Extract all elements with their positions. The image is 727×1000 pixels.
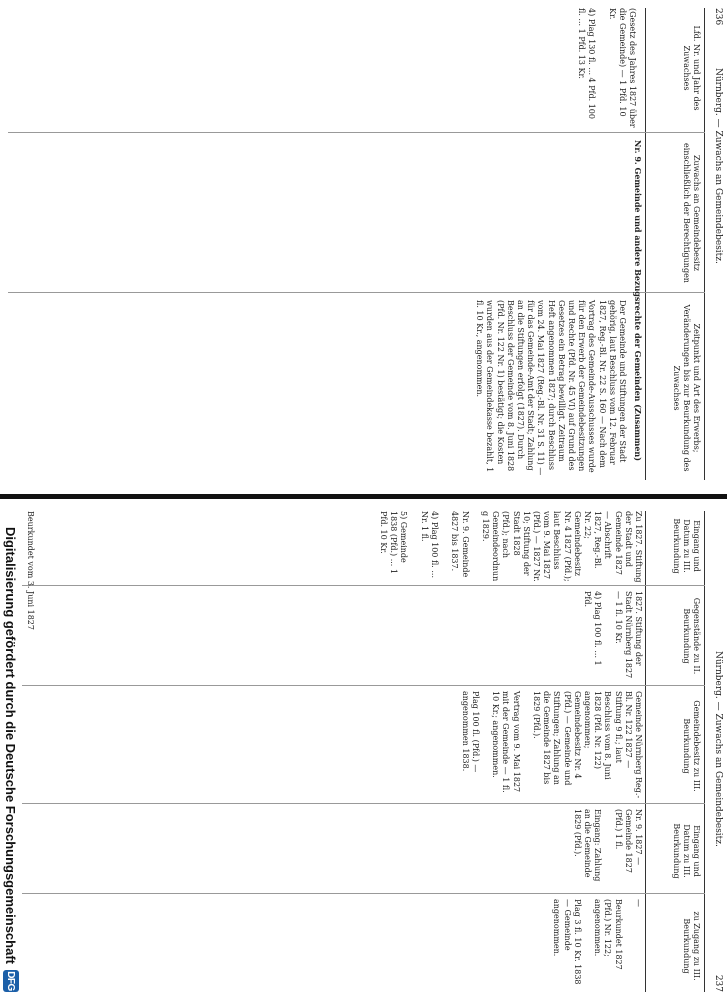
page-gutter — [0, 494, 727, 499]
right-col-1-text: Zu 1827. Stiftung der Stadt und Gemeinde 1827 — Abschrift 1827, Reg.-Bl. Nr. 22; Gemeindebesitz Nr. 4 1827 (Pfd.); laut Beschluss vom 9. Mai 1827 (Pfd.) — 1827 Nr. 10; Stiftung der Stadt 1828 (Pfd.); nach Gemeindeordnung 1829. Nr. 9. Gemeinde 4827 bis 1837. 4) Plag 100 fl. ... Nr. 1 fl. 5) Gemeinde 1838 (Pfd.) ... 1 Pfd. 10 Kr. — [378, 511, 643, 583]
left-column-rule — [8, 292, 705, 293]
right-col-4-text: Nr. 9. 1827 — Gemeinde 1827 (Pfd.) 1 fl. Eingang: Zahlung an die Gemeinde 1829 (Pfd.). — [572, 809, 643, 882]
right-col-header-3: Gemeindebesitz zu III. Beurkundung — [682, 700, 701, 792]
right-column-rule — [8, 893, 705, 894]
left-running-head — [709, 8, 723, 480]
digitization-notice: Digitalisierung gefördert durch die Deutsche Forschungsgemeinschaft — [3, 526, 19, 964]
right-running-title: Nürnberg. — Zuwachs an Gemeindebesitz. — [713, 651, 723, 847]
left-column-rule — [8, 132, 705, 133]
right-col-header-5: zu Zugang zu III. Beurkundung — [682, 911, 701, 981]
right-col-3-text: Gemeinde Nürnberg Reg.-Bl. Nr. 122 1827 — Stiftung 9 fl.; laut Beschluss vom 8. Juni 1828 (Pfd. Nr. 122) angenommen; Gemeindebesitz Nr. 4 (Pfd.) — Gemeinde und Stiftungen; Zahlung an die Gemeinde 1827 bis 1829 (Pfd.). Vertrag vom 9. Mai 1827 mit der Gemeinde — 1 fl. 10 Kr.; angenommen. Plag 100 fl. (Pfd.) — angenommen 1838. — [460, 691, 643, 799]
right-running-head — [709, 511, 723, 992]
left-section-heading: Nr. 9. Gemeinde und andere Bezugsrechte der Gemeinden (Zusammen) — [633, 140, 643, 462]
right-column-rule — [8, 685, 705, 686]
left-col-header-2: Zuwachs an Gemeindebesitz einschließlich der Berechtigungen — [682, 143, 701, 283]
right-column-rule — [8, 585, 705, 586]
left-running-title: Nürnberg. — Zuwachs an Gemeindebesitz. — [713, 68, 723, 264]
right-page-number: 237 — [713, 974, 723, 992]
left-body-text: Der Gemeinde und Stiftungen der Stadt gehörig, laut Beschluss vom 12. Februar 1827, Reg.-Bl. Nr. 22 S. 160 — Nach dem Vortrag des Gemeinde-Ausschusses wurde für den Erwerb der Gemeindebesitzungen und Rechte (Pfd. Nr. 45 VI) auf Grund des Gesetzes ein Betrag bewilligt. Zeitraum Heft angenommen 1827; durch Beschluss vom 24. Mai 1827 (Reg.-Bl. Nr. 31 S. 11) — für das Gemeinde-Amt der Stadt; Zahlung an die Stiftungen erfolgt (1827). Durch Beschluss der Gemeinde vom 8. Juni 1828 (Pfd. Nr. 122 Nr. 1) bestätigt; die Kosten wurden aus der Gemeindekasse bezahlt, 1 fl. 10 Kr., angenommen. — [475, 300, 627, 478]
left-book-page — [0, 0, 727, 488]
right-table-header — [645, 511, 705, 992]
left-page-number: 236 — [713, 8, 723, 26]
dfg-logo: DFG — [3, 970, 19, 992]
left-col-header-3: Zeitpunkt und Art des Erwerbs; Veränderungen bis zur Beurkundung des Zuwachses — [672, 304, 701, 472]
right-column-rule — [8, 803, 705, 804]
digitization-banner — [0, 503, 22, 1000]
left-col-header-1: Lfd. Nr. und Jahr des Zuwachses — [682, 25, 701, 111]
right-book-page — [0, 503, 727, 1000]
right-col-header-1: Eingang und Datum zu III. Beurkundung — [672, 518, 701, 574]
right-col-2-text: 1827. Stiftung der Stadt Nürnberg 1827 — 1 fl. 10 Kr. 4) Plag 100 fl. ... 1 Pfd. — [582, 591, 643, 679]
left-notes: (Gesetz des Jahres 1827 über die Gemeinde) — 1 Pfd. 10 Kr. 4) Plag 130 fl. ... 4 Pfd. 100 fl. ... 1 Pfd. 13 Kr. — [576, 8, 637, 128]
right-col-header-2: Gegenstände zu II. Beurkundung — [682, 597, 701, 675]
right-col-5-text: — Beurkundet 1827 (Pfd.) Nr. 122; angenommen. Plag 3 fl. 10 Kr. 1838 — Gemeinde angenommen. — [552, 899, 643, 985]
right-col-header-4: Eingang und Datum zu III. Beurkundung — [672, 823, 701, 879]
right-footnote: Beurkundet vom 3. Juni 1827 — [26, 511, 35, 630]
left-table-header — [645, 8, 705, 480]
